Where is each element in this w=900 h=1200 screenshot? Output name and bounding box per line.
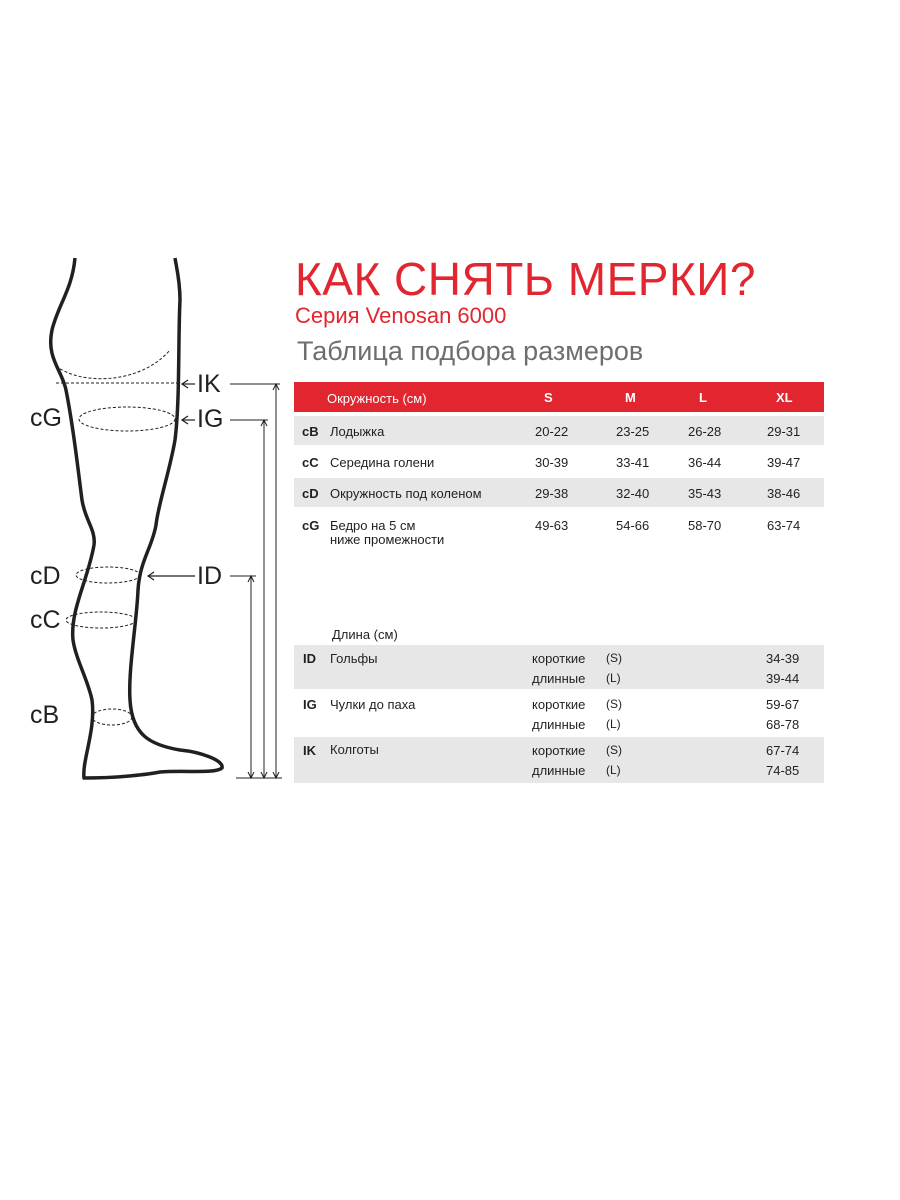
row-name: Окружность под коленом — [330, 486, 482, 501]
value-xl: 39-47 — [767, 455, 801, 470]
value-s: 30-39 — [535, 455, 569, 470]
short-label: короткие — [532, 697, 586, 712]
label-ik: IK — [197, 370, 221, 398]
long-label: длинные — [532, 717, 586, 732]
cb-ellipse — [92, 709, 132, 725]
short-value: 59-67 — [766, 697, 800, 712]
label-cd: cD — [30, 562, 61, 590]
long-value: 68-78 — [766, 717, 800, 732]
short-value: 34-39 — [766, 651, 800, 666]
table-row — [294, 416, 824, 445]
long-tag: (L) — [606, 717, 621, 731]
row-name: Гольфы — [330, 651, 378, 666]
value-m: 54-66 — [616, 518, 650, 533]
short-tag: (S) — [606, 697, 622, 711]
label-cc: cC — [30, 606, 61, 634]
row-name-line2: ниже промежности — [330, 532, 445, 547]
long-label: длинные — [532, 763, 586, 778]
table-row — [294, 510, 824, 550]
cg-ellipse — [79, 407, 175, 431]
row-name: Бедро на 5 см — [330, 518, 416, 533]
value-s: 20-22 — [535, 424, 569, 439]
leg-outline — [51, 258, 222, 778]
cc-ellipse — [66, 612, 136, 628]
table-row — [294, 691, 824, 735]
series-title: Серия Venosan 6000 — [295, 303, 507, 328]
value-m: 33-41 — [616, 455, 650, 470]
length-section-label: Длина (см) — [332, 627, 398, 642]
row-code: cC — [302, 455, 319, 470]
table-row — [294, 447, 824, 476]
row-code: cB — [302, 424, 319, 439]
row-code: cG — [302, 518, 320, 533]
short-label: короткие — [532, 651, 586, 666]
short-tag: (S) — [606, 743, 622, 757]
header-circumference-label: Окружность (см) — [327, 391, 427, 406]
value-s: 49-63 — [535, 518, 569, 533]
value-xl: 29-31 — [767, 424, 801, 439]
row-code: IK — [303, 743, 316, 758]
value-l: 58-70 — [688, 518, 722, 533]
row-name: Колготы — [330, 742, 379, 757]
short-tag: (S) — [606, 651, 622, 665]
page-title: КАК СНЯТЬ МЕРКИ? — [295, 253, 756, 305]
value-xl: 38-46 — [767, 486, 801, 501]
table-row — [294, 478, 824, 507]
value-l: 36-44 — [688, 455, 722, 470]
row-code: ID — [303, 651, 316, 666]
table-row — [294, 737, 824, 783]
row-name: Середина голени — [330, 455, 435, 470]
value-m: 23-25 — [616, 424, 650, 439]
value-l: 26-28 — [688, 424, 722, 439]
value-l: 35-43 — [688, 486, 722, 501]
long-value: 74-85 — [766, 763, 800, 778]
long-tag: (L) — [606, 671, 621, 685]
label-id: ID — [197, 562, 222, 590]
long-value: 39-44 — [766, 671, 800, 686]
header-size-s: S — [544, 390, 553, 405]
value-xl: 63-74 — [767, 518, 801, 533]
long-tag: (L) — [606, 763, 621, 777]
table-row — [294, 645, 824, 689]
table-header — [294, 382, 824, 412]
label-cb: cB — [30, 701, 60, 729]
row-name: Лодыжка — [330, 424, 385, 439]
table-title: Таблица подбора размеров — [297, 336, 644, 366]
label-cg: cG — [30, 404, 62, 432]
long-label: длинные — [532, 671, 586, 686]
header-size-m: M — [625, 390, 636, 405]
header-size-xl: XL — [776, 390, 793, 405]
row-code: cD — [302, 486, 319, 501]
row-code: IG — [303, 697, 317, 712]
value-s: 29-38 — [535, 486, 569, 501]
short-label: короткие — [532, 743, 586, 758]
value-m: 32-40 — [616, 486, 650, 501]
label-ig: IG — [197, 405, 224, 433]
header-size-l: L — [699, 390, 707, 405]
row-name: Чулки до паха — [330, 697, 416, 712]
short-value: 67-74 — [766, 743, 800, 758]
